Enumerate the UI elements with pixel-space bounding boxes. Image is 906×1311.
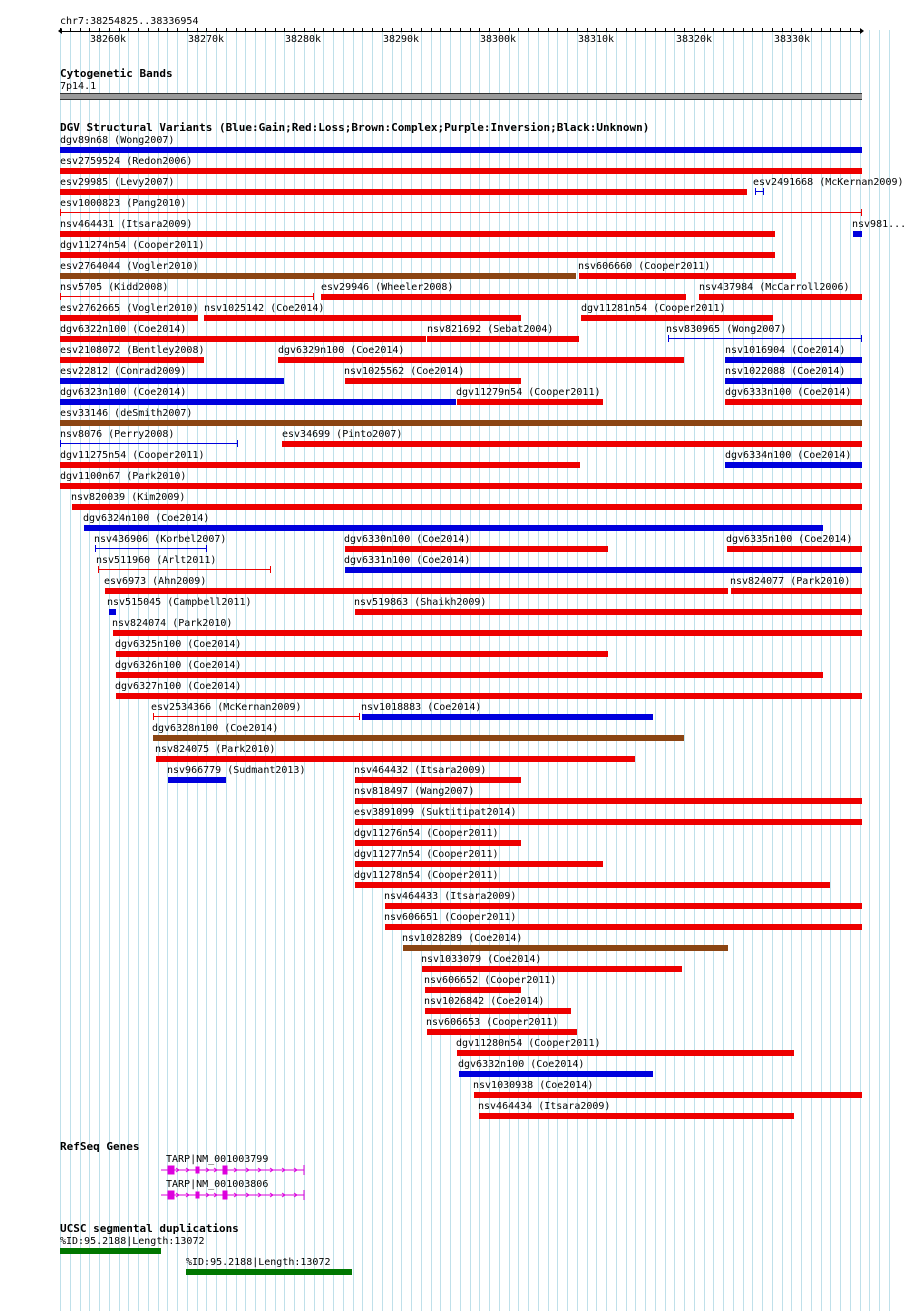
variant-label[interactable]: nsv830965 (Wong2007) bbox=[666, 324, 787, 335]
variant-label[interactable]: nsv824077 (Park2010) bbox=[730, 576, 851, 587]
variant-label[interactable]: dgv6330n100 (Coe2014) bbox=[344, 534, 471, 545]
gene-model[interactable] bbox=[161, 1165, 304, 1175]
ruler-label: 38300k bbox=[479, 34, 517, 45]
ruler-label: 38280k bbox=[284, 34, 322, 45]
variant-label[interactable]: nsv1026842 (Coe2014) bbox=[424, 996, 545, 1007]
cytoband-track-title: Cytogenetic Bands bbox=[60, 67, 173, 80]
variant-label[interactable]: esv34699 (Pinto2007) bbox=[282, 429, 403, 440]
variant-label[interactable]: dgv11280n54 (Cooper2011) bbox=[456, 1038, 601, 1049]
segdup-label[interactable]: %ID:95.2188|Length:13072 bbox=[60, 1236, 205, 1247]
variant-label[interactable]: nsv1025142 (Coe2014) bbox=[204, 303, 325, 314]
variant-label[interactable]: nsv464432 (Itsara2009) bbox=[354, 765, 487, 776]
variant-label[interactable]: dgv6331n100 (Coe2014) bbox=[344, 555, 471, 566]
ruler-label: 38270k bbox=[187, 34, 225, 45]
variant-label[interactable]: dgv6327n100 (Coe2014) bbox=[115, 681, 242, 692]
variant-label[interactable]: dgv11275n54 (Cooper2011) bbox=[60, 450, 205, 461]
variant-label[interactable]: dgv6326n100 (Coe2014) bbox=[115, 660, 242, 671]
variant-label[interactable]: dgv6323n100 (Coe2014) bbox=[60, 387, 187, 398]
variant-label[interactable]: dgv1100n67 (Park2010) bbox=[60, 471, 187, 482]
variant-label[interactable]: esv6973 (Ahn2009) bbox=[104, 576, 207, 587]
dgv-track-title: DGV Structural Variants (Blue:Gain;Red:Loss;Brown:Complex;Purple:Inversion;Black:Unknown) bbox=[60, 121, 650, 134]
variant-label[interactable]: nsv519863 (Shaikh2009) bbox=[354, 597, 487, 608]
variant-label[interactable]: dgv11278n54 (Cooper2011) bbox=[354, 870, 499, 881]
variant-label[interactable]: dgv6335n100 (Coe2014) bbox=[726, 534, 853, 545]
variant-label[interactable]: nsv1018883 (Coe2014) bbox=[361, 702, 482, 713]
gene-model[interactable] bbox=[161, 1190, 304, 1200]
variant-label[interactable]: nsv606651 (Cooper2011) bbox=[384, 912, 517, 923]
variant-label[interactable]: nsv606660 (Cooper2011) bbox=[578, 261, 711, 272]
variant-label[interactable]: nsv1030938 (Coe2014) bbox=[473, 1080, 594, 1091]
variant-label[interactable]: dgv11277n54 (Cooper2011) bbox=[354, 849, 499, 860]
variant-label[interactable]: dgv11274n54 (Cooper2011) bbox=[60, 240, 205, 251]
variant-label[interactable]: nsv436906 (Korbel2007) bbox=[94, 534, 227, 545]
variant-label[interactable]: esv2534366 (McKernan2009) bbox=[151, 702, 302, 713]
variant-label[interactable]: dgv6329n100 (Coe2014) bbox=[278, 345, 405, 356]
variant-label[interactable]: dgv89n68 (Wong2007) bbox=[60, 135, 175, 146]
variant-label[interactable]: esv1000823 (Pang2010) bbox=[60, 198, 187, 209]
variant-label[interactable]: nsv1028289 (Coe2014) bbox=[402, 933, 523, 944]
variant-label[interactable]: nsv5705 (Kidd2008) bbox=[60, 282, 169, 293]
variant-label[interactable]: dgv6333n100 (Coe2014) bbox=[725, 387, 852, 398]
variant-label[interactable]: dgv6322n100 (Coe2014) bbox=[60, 324, 187, 335]
ruler-label: 38330k bbox=[773, 34, 811, 45]
variant-label[interactable]: esv2764044 (Vogler2010) bbox=[60, 261, 199, 272]
variant-label[interactable]: dgv6328n100 (Coe2014) bbox=[152, 723, 279, 734]
variant-label[interactable]: nsv821692 (Sebat2004) bbox=[427, 324, 554, 335]
variant-label[interactable]: nsv606653 (Cooper2011) bbox=[426, 1017, 559, 1028]
variant-label[interactable]: nsv1033079 (Coe2014) bbox=[421, 954, 542, 965]
variant-label[interactable]: nsv464431 (Itsara2009) bbox=[60, 219, 193, 230]
variant-label[interactable]: nsv511960 (Arlt2011) bbox=[96, 555, 217, 566]
variant-label[interactable]: esv29946 (Wheeler2008) bbox=[321, 282, 454, 293]
ruler-label: 38310k bbox=[577, 34, 615, 45]
variant-label[interactable]: nsv820039 (Kim2009) bbox=[71, 492, 186, 503]
refseq-track-title: RefSeq Genes bbox=[60, 1140, 140, 1153]
variant-label[interactable]: nsv8076 (Perry2008) bbox=[60, 429, 175, 440]
ruler-label: 38290k bbox=[382, 34, 420, 45]
variant-label[interactable]: dgv6332n100 (Coe2014) bbox=[458, 1059, 585, 1070]
variant-label[interactable]: nsv437984 (McCarroll2006) bbox=[699, 282, 850, 293]
variant-label[interactable]: nsv966779 (Sudmant2013) bbox=[167, 765, 306, 776]
variant-label[interactable]: dgv6334n100 (Coe2014) bbox=[725, 450, 852, 461]
variant-label[interactable]: dgv6325n100 (Coe2014) bbox=[115, 639, 242, 650]
variant-label[interactable]: nsv824075 (Park2010) bbox=[155, 744, 276, 755]
variant-label[interactable]: nsv606652 (Cooper2011) bbox=[424, 975, 557, 986]
position-label: chr7:38254825..38336954 bbox=[60, 16, 199, 27]
variant-label[interactable]: nsv464434 (Itsara2009) bbox=[478, 1101, 611, 1112]
variant-label[interactable]: nsv981... bbox=[852, 219, 906, 230]
segdup-feature[interactable] bbox=[186, 1269, 352, 1275]
variant-label[interactable]: esv33146 (deSmith2007) bbox=[60, 408, 193, 419]
ruler-label: 38320k bbox=[675, 34, 713, 45]
variant-label[interactable]: nsv1025562 (Coe2014) bbox=[344, 366, 465, 377]
variant-label[interactable]: nsv464433 (Itsara2009) bbox=[384, 891, 517, 902]
variant-label[interactable]: esv2759524 (Redon2006) bbox=[60, 156, 193, 167]
variant-label[interactable]: dgv11276n54 (Cooper2011) bbox=[354, 828, 499, 839]
variant-label[interactable]: dgv11281n54 (Cooper2011) bbox=[581, 303, 726, 314]
variant-label[interactable]: esv29985 (Levy2007) bbox=[60, 177, 175, 188]
variant-label[interactable]: esv2762665 (Vogler2010) bbox=[60, 303, 199, 314]
ruler-label: 38260k bbox=[89, 34, 127, 45]
variant-label[interactable]: dgv6324n100 (Coe2014) bbox=[83, 513, 210, 524]
variant-label[interactable]: esv2491668 (McKernan2009) bbox=[753, 177, 904, 188]
variant-label[interactable]: esv2108072 (Bentley2008) bbox=[60, 345, 205, 356]
cytoband-label: 7p14.1 bbox=[60, 81, 97, 92]
variant-label[interactable]: esv22812 (Conrad2009) bbox=[60, 366, 187, 377]
segdup-label[interactable]: %ID:95.2188|Length:13072 bbox=[186, 1257, 331, 1268]
variant-label[interactable]: esv3891099 (Suktitipat2014) bbox=[354, 807, 517, 818]
segdup-track-title: UCSC segmental duplications bbox=[60, 1222, 239, 1235]
gene-label[interactable]: TARP|NM_001003799 bbox=[166, 1154, 269, 1165]
segdup-feature[interactable] bbox=[60, 1248, 161, 1254]
variant-label[interactable]: nsv515045 (Campbell2011) bbox=[107, 597, 252, 608]
gene-label[interactable]: TARP|NM_001003806 bbox=[166, 1179, 269, 1190]
variant-label[interactable]: nsv1022088 (Coe2014) bbox=[725, 366, 846, 377]
variant-label[interactable]: nsv818497 (Wang2007) bbox=[354, 786, 475, 797]
variant-label[interactable]: dgv11279n54 (Cooper2011) bbox=[456, 387, 601, 398]
variant-label[interactable]: nsv824074 (Park2010) bbox=[112, 618, 233, 629]
variant-label[interactable]: nsv1016904 (Coe2014) bbox=[725, 345, 846, 356]
